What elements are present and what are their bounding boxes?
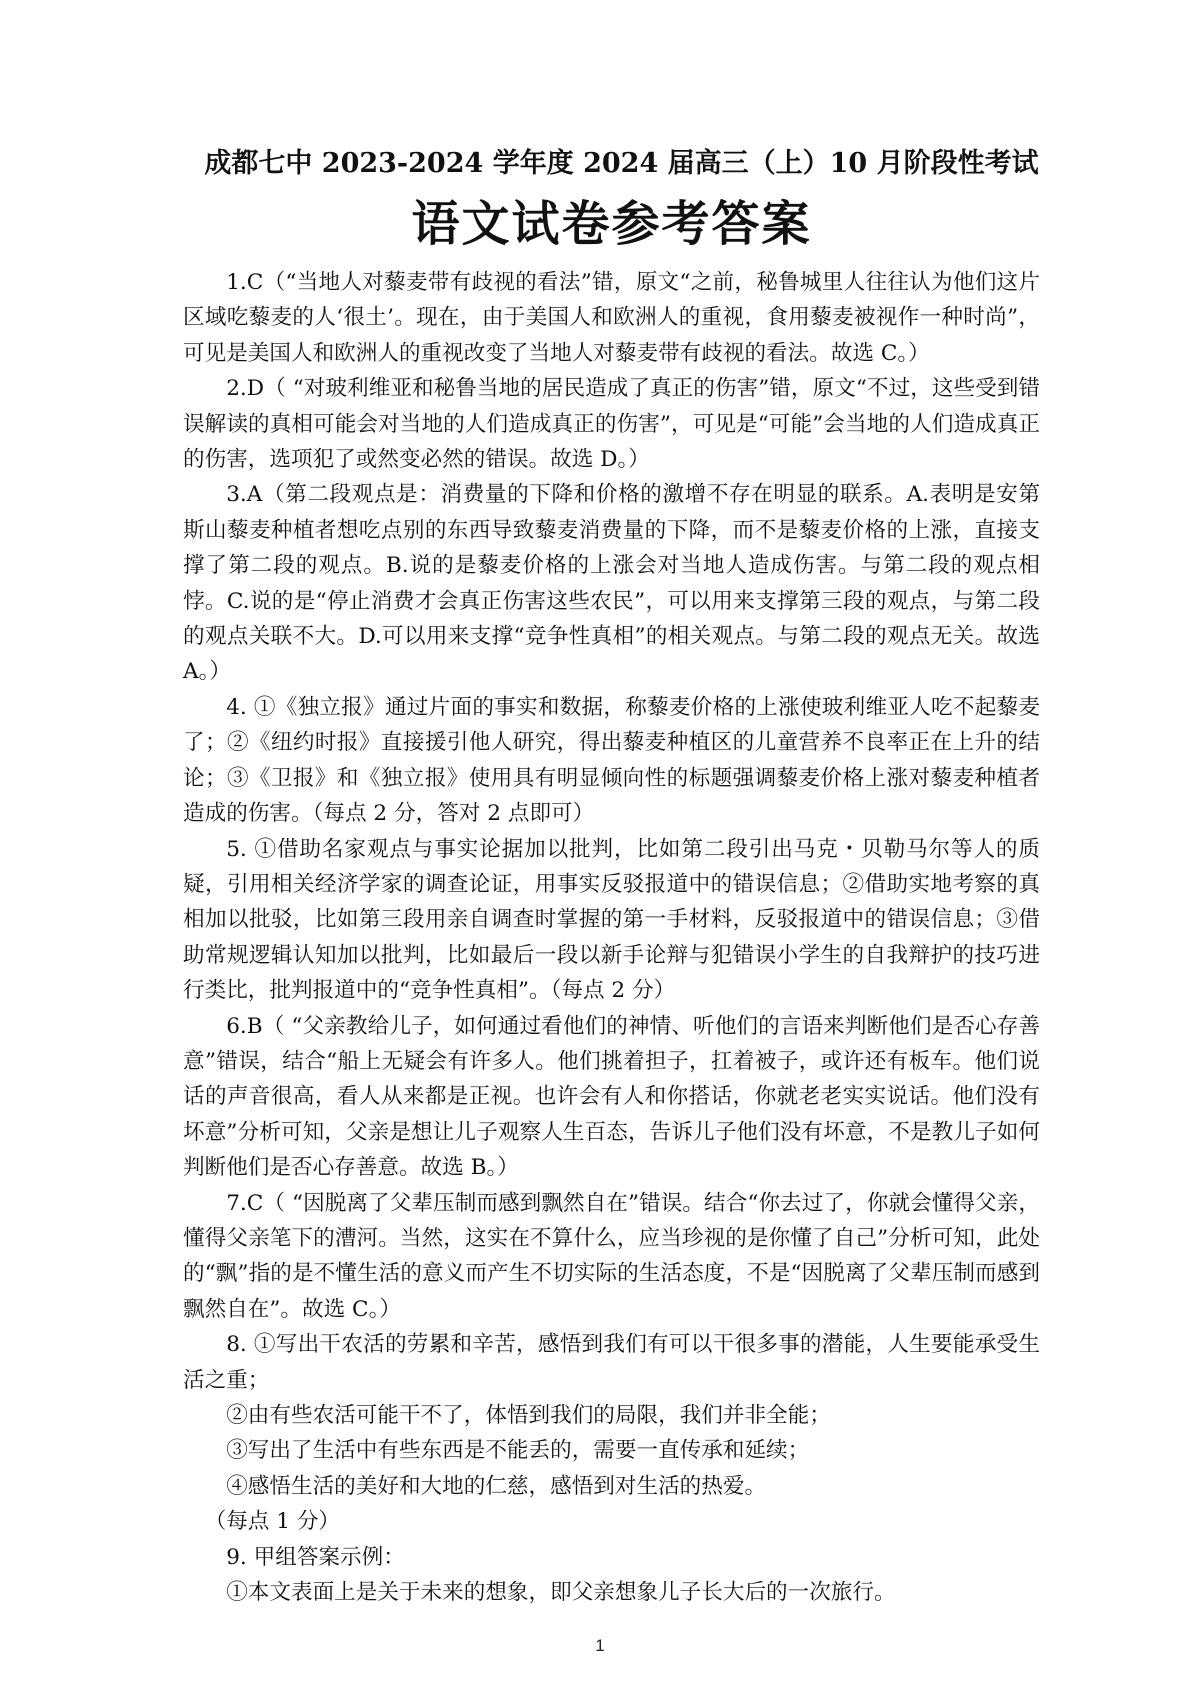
answer-1: 1.C（“当地人对藜麦带有歧视的看法”错，原文“之前，秘鲁城里人往往认为他们这片区域吃藜麦的人‘很土’。现在，由于美国人和欧洲人的重视，食用藜麦被视作一种时尚”，可见是美国人和欧洲人的重视改变了当地人对藜麦带有歧视的看法。故选 C。）: [183, 270, 1040, 366]
answer-8-point-3: ③写出了生活中有些东西是不能丢的，需要一直传承和延续；: [226, 1438, 810, 1464]
exam-header: 成都七中 2023-2024 学年度 2024 届高三（上）10 月阶段性考试: [204, 148, 1039, 179]
answer-8-point-4: ④感悟生活的美好和大地的仁慈，感悟到对生活的热爱。: [226, 1473, 767, 1499]
answer-8-scoring: （每点 1 分）: [204, 1509, 341, 1535]
answer-8-point-1: 8. ①写出干农活的劳累和辛苦，感悟到我们有可以干很多事的潜能，人生要能承受生活之重；: [183, 1332, 1040, 1393]
answer-5: 5. ①借助名家观点与事实论据加以批判，比如第二段引出马克・贝勒马尔等人的质疑，引用相关经济学家的调查论证，用事实反驳报道中的错误信息；②借助实地考察的真相加以批驳，比如第三段用亲自调查时掌握的第一手材料，反驳报道中的错误信息；③借助常规逻辑认知加以批判，比如最后一段以新手论辩与犯错误小学生的自我辩护的技巧进行类比，批判报道中的“竞争性真相”。（每点 2 分）: [183, 836, 1040, 1004]
answer-4: 4. ①《独立报》通过片面的事实和数据，称藜麦价格的上涨使玻利维亚人吃不起藜麦了；②《纽约时报》直接援引他人研究，得出藜麦种植区的儿童营养不良率正在上升的结论；③《卫报》和《独立报》使用具有明显倾向性的标题强调藜麦价格上涨对藜麦种植者造成的伤害。（每点 2 分，答对 2 点即可）: [183, 694, 1040, 827]
answer-2: 2.D（ “对玻利维亚和秘鲁当地的居民造成了真正的伤害”错，原文“不过，这些受到错误解读的真相可能会对当地的人们造成真正的伤害”，可见是“可能”会当地的人们造成真正的伤害，选项犯了或然变必然的错误。故选 D。）: [183, 376, 1040, 473]
page-number: 1: [595, 1636, 605, 1655]
answer-9-point-1: ①本文表面上是关于未来的想象，即父亲想象儿子长大后的一次旅行。: [226, 1580, 896, 1606]
answer-7: 7.C（ “因脱离了父辈压制而感到飘然自在”错误。结合“你去过了，你就会懂得父亲，懂得父亲笔下的漕河。当然，这实在不算什么，应当珍视的是你懂了自己”分析可知，此处的“飘”指的是不懂生活的意义而产生不切实际的生活态度，不是“因脱离了父辈压制而感到飘然自在”。故选 C。）: [183, 1190, 1040, 1322]
page-title: 语文试卷参考答案: [411, 196, 812, 252]
answer-6: 6.B（ “父亲教给儿子，如何通过看他们的神情、听他们的言语来判断他们是否心存善意”错误，结合“船上无疑会有许多人。他们挑着担子，扛着被子，或许还有板车。他们说话的声音很高，看人从来都是正视。也许会有人和你搭话，你就老老实实说话。他们没有坏意”分析可知，父亲是想让儿子观察人生百态，告诉儿子他们没有坏意，不是教儿子如何判断他们是否心存善意。故选 B。）: [183, 1013, 1040, 1181]
answer-9-heading: 9. 甲组答案示例：: [226, 1544, 405, 1570]
answer-3: 3.A（第二段观点是：消费量的下降和价格的激增不存在明显的联系。A.表明是安第斯山藜麦种植者想吃点别的东西导致藜麦消费量的下降，而不是藜麦价格的上涨，直接支撑了第二段的观点。B.说的是藜麦价格的上涨会对当地人造成伤害。与第二段的观点相悖。C.说的是“停止消费才会真正伤害这些农民”，可以用来支撑第三段的观点，与第二段的观点关联不大。D.可以用来支撑“竞争性真相”的相关观点。与第二段的观点无关。故选 A。）: [183, 482, 1040, 685]
answer-8-point-2: ②由有些农活可能干不了，体悟到我们的局限，我们并非全能；: [226, 1403, 831, 1428]
